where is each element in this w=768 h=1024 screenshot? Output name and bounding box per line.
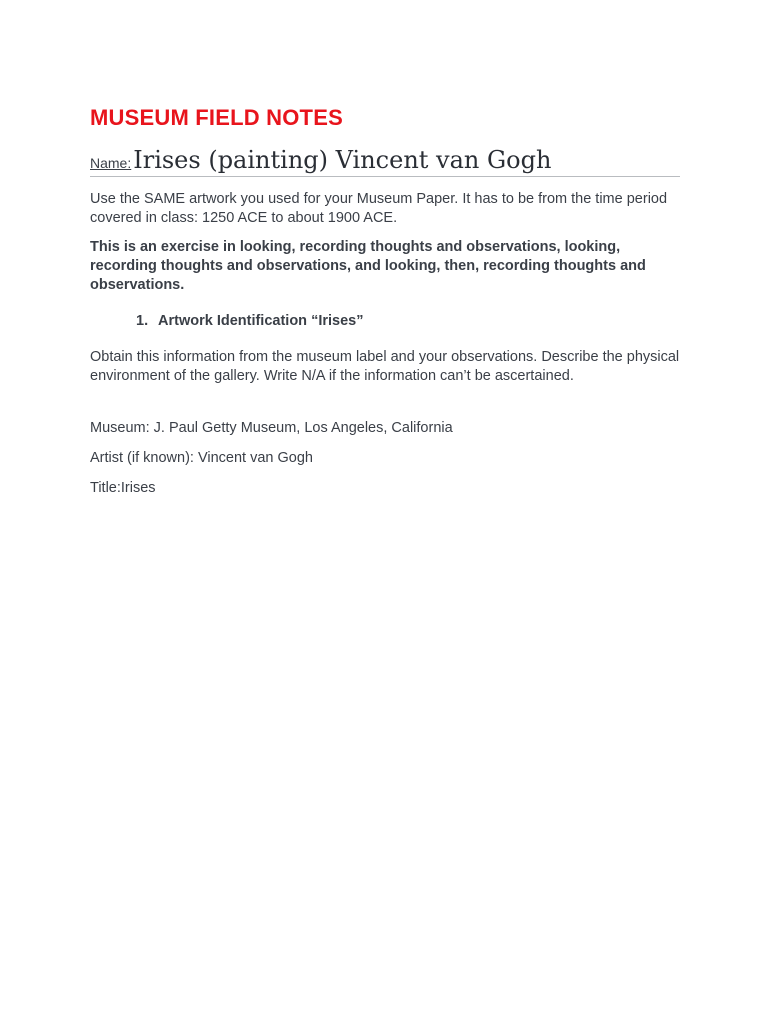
- document-title: MUSEUM FIELD NOTES: [90, 105, 343, 130]
- document-content: [90, 104, 680, 498]
- field-title: Title:Irises: [90, 480, 156, 496]
- list-item-artwork-identification: [90, 312, 680, 331]
- list-item-number: 1.: [136, 313, 149, 329]
- field-artist: Artist (if known): Vincent van Gogh: [90, 450, 313, 466]
- name-label: Name:: [90, 155, 132, 171]
- exercise-note: This is an exercise in looking, recording thoughts and observations, looking, recording thoughts and observations, and looking, then, recording thoughts and observations.: [90, 239, 646, 293]
- field-museum: Museum: J. Paul Getty Museum, Los Angeles, California: [90, 420, 453, 436]
- list-item-text: Artwork Identification “Irises”: [158, 313, 364, 329]
- name-value: Irises (painting) Vincent van Gogh: [133, 146, 552, 174]
- intro-paragraph: Use the SAME artwork you used for your Museum Paper. It has to be from the time period covered in class: 1250 ACE to about 1900 ACE.: [90, 191, 668, 226]
- instructions-paragraph: Obtain this information from the museum label and your observations. Describe the physical environment of the gallery. Write N/A if the information can’t be ascertained.: [90, 349, 680, 384]
- name-line: [90, 146, 680, 177]
